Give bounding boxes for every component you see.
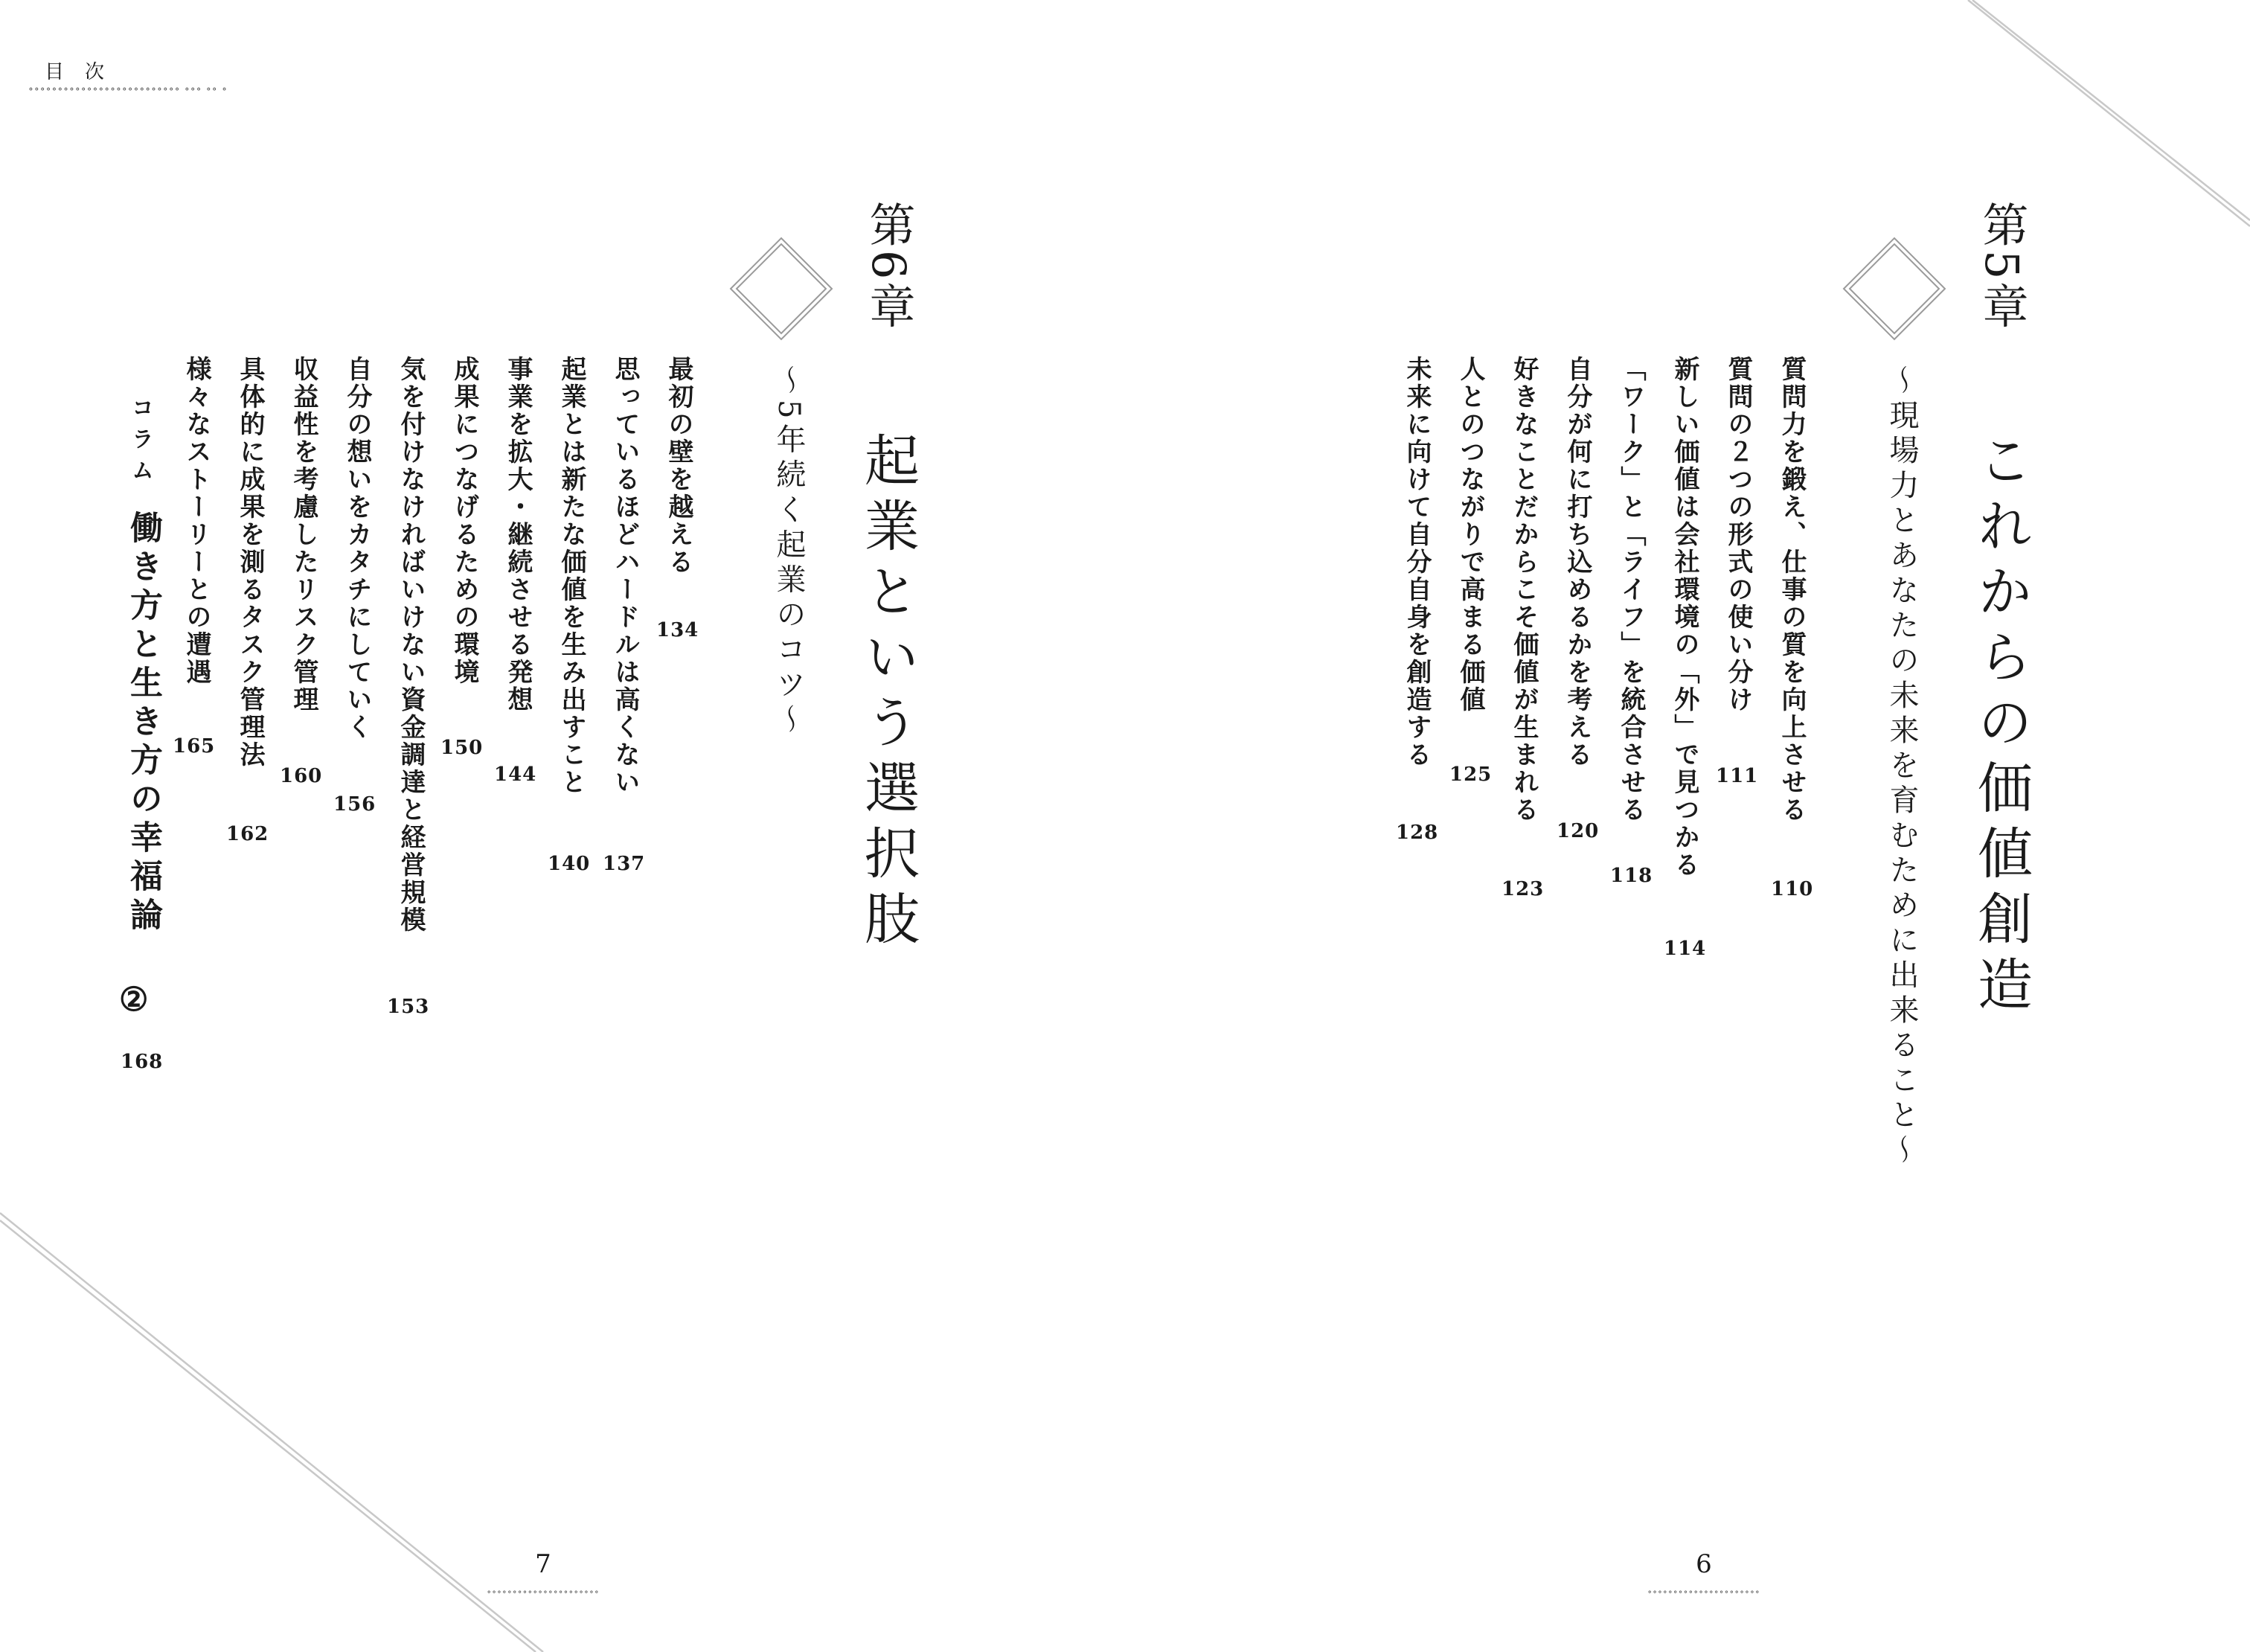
toc-entry-page: 123 <box>1501 878 1545 900</box>
toc-entry-page: 110 <box>1771 878 1814 900</box>
toc-entry-page: 134 <box>656 619 699 641</box>
chapter6-number: 第6章 <box>862 201 916 332</box>
toc-entry-title: 未来に向けて自分自身を創造する <box>1402 356 1432 769</box>
chapter6-subtitle: ～5年続く起業のコツ～ <box>772 365 806 739</box>
toc-entry-page: 162 <box>226 823 269 845</box>
toc-entry-title: 事業を拡大・継続させる発想 <box>503 356 533 714</box>
toc-entry-page: 150 <box>440 737 484 759</box>
toc-entry-title: 収益性を考慮したリスク管理 <box>289 356 318 714</box>
toc-entry-title: 起業とは新たな価値を生み出すこと <box>557 356 586 796</box>
toc-entry-page: 114 <box>1664 938 1707 960</box>
toc-entry-page: 128 <box>1396 822 1439 844</box>
toc-entry-title: 「ワーク」と「ライフ」を統合させる <box>1616 356 1646 824</box>
toc-entry-title: 最初の壁を越える <box>664 356 693 576</box>
toc-entry-page: 125 <box>1449 763 1493 786</box>
diamond-ornament-ch5 <box>1844 238 1945 339</box>
column-label: コラム <box>127 396 153 490</box>
toc-entry-page: 165 <box>173 735 216 758</box>
toc-entry-page: 156 <box>333 793 376 816</box>
chapter6-title: 起業という選択肢 <box>856 432 920 955</box>
toc-entry-page: 140 <box>548 853 591 875</box>
toc-entry-title: 質問力を鍛え、仕事の質を向上させる <box>1777 356 1807 824</box>
toc-entry-title: 思っているほどハードルは高くない <box>610 356 640 796</box>
chapter5-title: これからの価値創造 <box>1969 432 2033 1021</box>
header-ornament: ∘∘∘∘∘∘∘∘∘∘∘∘∘∘∘∘∘∘∘∘∘∘∘∘∘∘ ∘∘∘ ∘∘ ∘ <box>28 83 228 95</box>
toc-entry-page: 120 <box>1557 820 1600 842</box>
toc-entry-title: 好きなことだからこそ価値が生まれる <box>1509 356 1539 824</box>
toc-entry-page: 144 <box>494 763 537 786</box>
toc-entry-page: 118 <box>1610 865 1653 887</box>
running-header: 目次 <box>45 61 126 83</box>
toc-entry-title: 具体的に成果を測るタスク管理法 <box>235 356 265 769</box>
toc-entry-title: 新しい価値は会社環境の「外」で見つかる <box>1670 356 1699 879</box>
folio-ornament-left: ∘∘∘∘∘∘∘∘∘∘∘∘∘∘∘∘∘∘∘∘∘∘ <box>487 1587 600 1597</box>
column-number: ② <box>119 981 149 1019</box>
folio-ornament-right: ∘∘∘∘∘∘∘∘∘∘∘∘∘∘∘∘∘∘∘∘∘∘ <box>1647 1587 1760 1597</box>
page-number-left: 7 <box>535 1549 551 1579</box>
toc-entry-page: 111 <box>1716 765 1759 787</box>
toc-entry-title: 質問の２つの形式の使い分け <box>1723 356 1753 714</box>
chapter5-subtitle: ～現場力とあなたの未来を育むために出来ること～ <box>1885 365 1919 1169</box>
column-title: 働き方と生き方の幸福論 <box>124 510 162 936</box>
toc-entry-title: 様々なストーリーとの遭遇 <box>182 356 211 686</box>
toc-entry-page: 160 <box>280 765 323 787</box>
toc-entry-page: 153 <box>387 996 430 1018</box>
page-number-right: 6 <box>1696 1549 1712 1579</box>
toc-entry-title: 気を付けなければいけない資金調達と経営規模 <box>396 356 426 934</box>
toc-entry-page: 137 <box>603 853 646 875</box>
diamond-ornament-ch6 <box>731 238 832 339</box>
column-page: 168 <box>121 1051 164 1073</box>
toc-entry-title: 成果につなげるための環境 <box>449 356 479 686</box>
toc-entry-title: 自分の想いをカタチにしていく <box>342 356 372 741</box>
chapter5-number: 第5章 <box>1975 201 2029 332</box>
toc-entry-title: 自分が何に打ち込めるかを考える <box>1562 356 1592 769</box>
toc-entry-title: 人とのつながりで高まる価値 <box>1455 356 1485 714</box>
